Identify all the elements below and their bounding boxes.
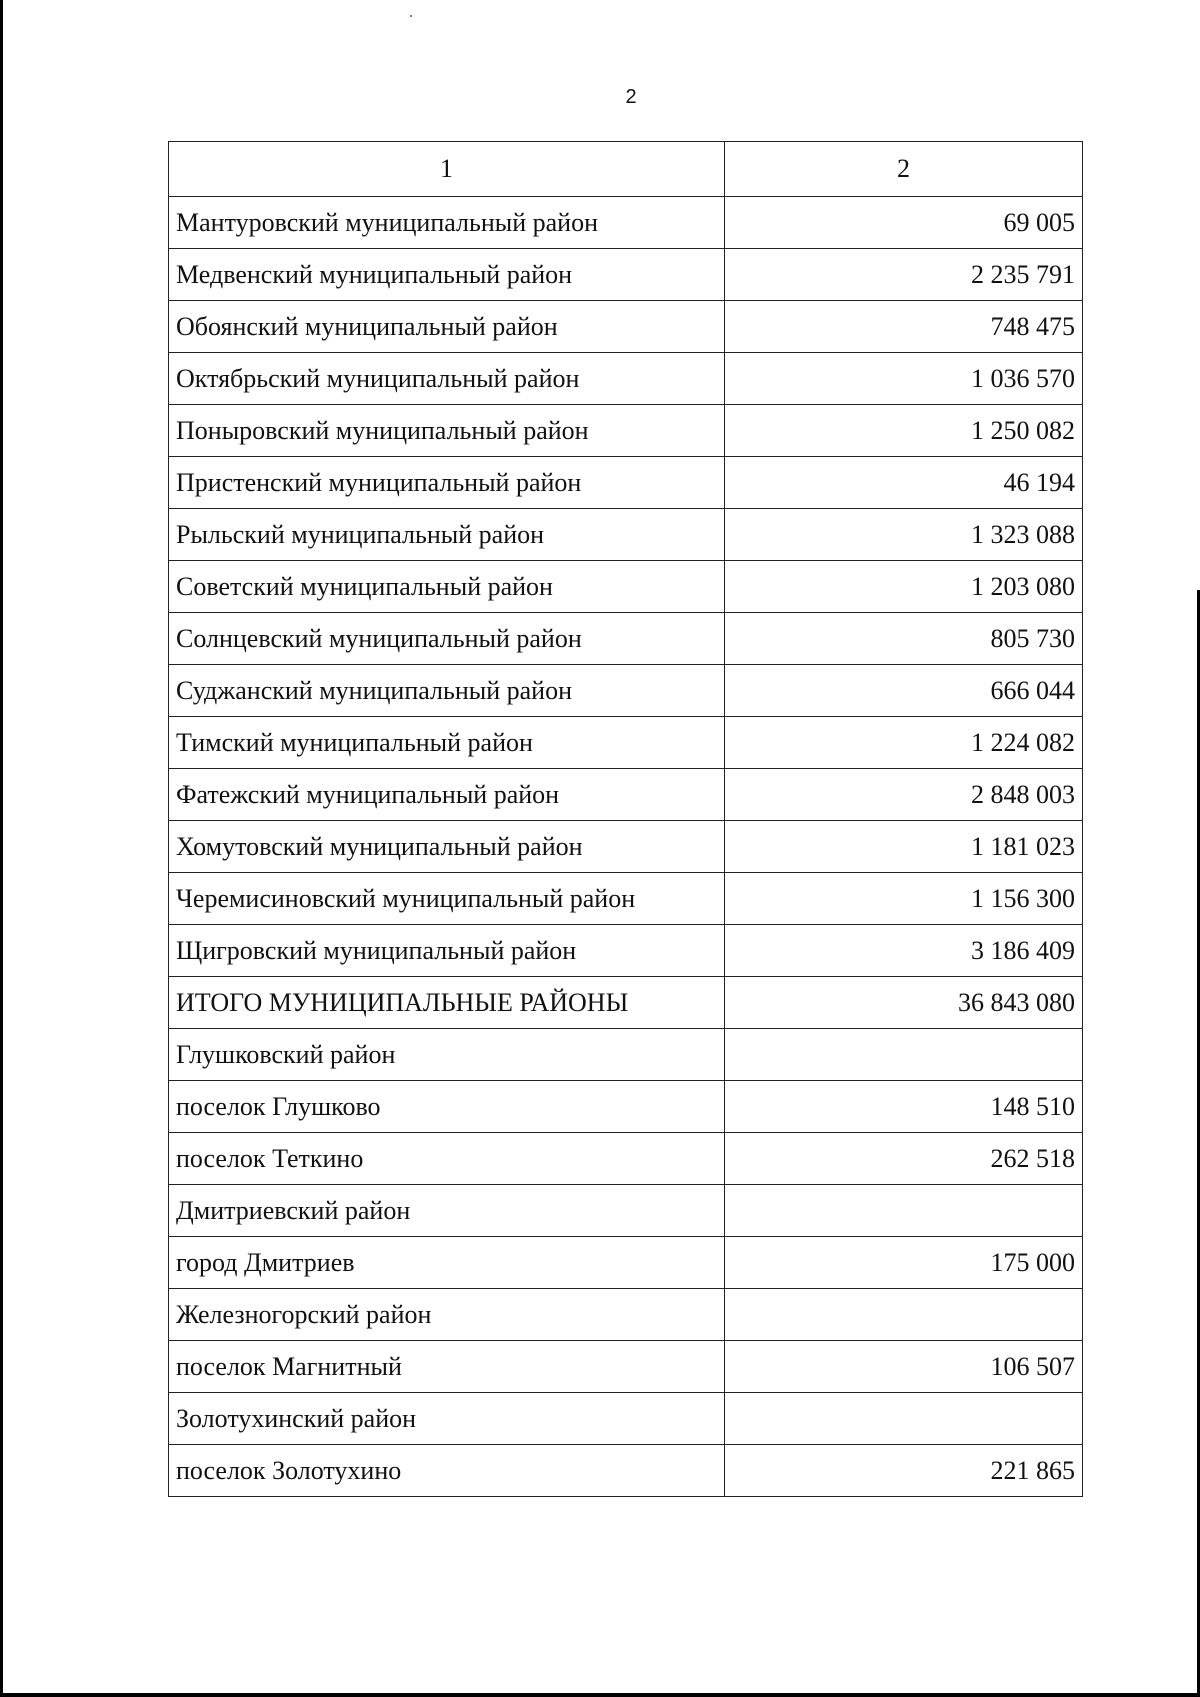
- row-name-cell: Золотухинский район: [169, 1393, 725, 1445]
- row-name-cell: Пристенский муниципальный район: [169, 457, 725, 509]
- table-row: [169, 873, 1083, 925]
- row-value-cell: 69 005: [725, 197, 1083, 249]
- row-value-cell: 1 203 080: [725, 561, 1083, 613]
- scan-border-left: [0, 0, 3, 1697]
- page-number: 2: [625, 86, 637, 108]
- row-value-cell: 2 848 003: [725, 769, 1083, 821]
- row-name-cell: Рыльский муниципальный район: [169, 509, 725, 561]
- row-name-cell: поселок Глушково: [169, 1081, 725, 1133]
- scan-speck: [410, 15, 412, 17]
- row-value-cell: [725, 1393, 1083, 1445]
- table-body: [169, 142, 1083, 1497]
- table-row: [169, 1341, 1083, 1393]
- row-name-cell: Медвенский муниципальный район: [169, 249, 725, 301]
- table-row: [169, 561, 1083, 613]
- row-name-cell: Поныровский муниципальный район: [169, 405, 725, 457]
- table-row: [169, 1289, 1083, 1341]
- table-row: [169, 405, 1083, 457]
- table-row: [169, 249, 1083, 301]
- row-name-cell: Тимский муниципальный район: [169, 717, 725, 769]
- row-name-cell: Советский муниципальный район: [169, 561, 725, 613]
- table-row: [169, 1185, 1083, 1237]
- row-name-cell: Фатежский муниципальный район: [169, 769, 725, 821]
- row-value-cell: 262 518: [725, 1133, 1083, 1185]
- row-name-cell: Дмитриевский район: [169, 1185, 725, 1237]
- table-row: [169, 977, 1083, 1029]
- row-value-cell: 1 181 023: [725, 821, 1083, 873]
- data-table: [168, 141, 1083, 1497]
- table-row: [169, 1445, 1083, 1497]
- table-row: [169, 1133, 1083, 1185]
- table-row: [169, 925, 1083, 977]
- row-name-cell: Суджанский муниципальный район: [169, 665, 725, 717]
- row-value-cell: 666 044: [725, 665, 1083, 717]
- row-name-cell: Железногорский район: [169, 1289, 725, 1341]
- table-row: [169, 509, 1083, 561]
- row-value-cell: 106 507: [725, 1341, 1083, 1393]
- table-row: [169, 301, 1083, 353]
- row-name-cell: поселок Золотухино: [169, 1445, 725, 1497]
- column-header-1: 1: [169, 142, 725, 197]
- row-value-cell: 748 475: [725, 301, 1083, 353]
- table-header-row: [169, 142, 1083, 197]
- row-value-cell: [725, 1185, 1083, 1237]
- row-name-cell: Черемисиновский муниципальный район: [169, 873, 725, 925]
- row-name-cell: Мантуровский муниципальный район: [169, 197, 725, 249]
- row-value-cell: 2 235 791: [725, 249, 1083, 301]
- table-row: [169, 1237, 1083, 1289]
- row-name-cell: Глушковский район: [169, 1029, 725, 1081]
- row-name-cell: Щигровский муниципальный район: [169, 925, 725, 977]
- table-row: [169, 353, 1083, 405]
- row-name-cell: Хомутовский муниципальный район: [169, 821, 725, 873]
- table-row: [169, 457, 1083, 509]
- table-row: [169, 613, 1083, 665]
- scan-border-bottom: [0, 1693, 1200, 1697]
- table-row: [169, 717, 1083, 769]
- row-value-cell: 36 843 080: [725, 977, 1083, 1029]
- row-value-cell: [725, 1289, 1083, 1341]
- table-row: [169, 821, 1083, 873]
- row-value-cell: 1 224 082: [725, 717, 1083, 769]
- row-name-cell: ИТОГО МУНИЦИПАЛЬНЫЕ РАЙОНЫ: [169, 977, 725, 1029]
- row-value-cell: 46 194: [725, 457, 1083, 509]
- row-value-cell: 1 250 082: [725, 405, 1083, 457]
- table-row: [169, 769, 1083, 821]
- row-value-cell: 175 000: [725, 1237, 1083, 1289]
- row-value-cell: 3 186 409: [725, 925, 1083, 977]
- row-name-cell: город Дмитриев: [169, 1237, 725, 1289]
- row-value-cell: 148 510: [725, 1081, 1083, 1133]
- row-name-cell: Октябрьский муниципальный район: [169, 353, 725, 405]
- row-value-cell: 221 865: [725, 1445, 1083, 1497]
- row-name-cell: поселок Магнитный: [169, 1341, 725, 1393]
- table-row: [169, 665, 1083, 717]
- table-row: [169, 197, 1083, 249]
- row-value-cell: 1 036 570: [725, 353, 1083, 405]
- table-row: [169, 1081, 1083, 1133]
- row-value-cell: 1 323 088: [725, 509, 1083, 561]
- row-name-cell: поселок Теткино: [169, 1133, 725, 1185]
- column-header-2: 2: [725, 142, 1083, 197]
- row-value-cell: 1 156 300: [725, 873, 1083, 925]
- table-row: [169, 1029, 1083, 1081]
- row-value-cell: 805 730: [725, 613, 1083, 665]
- row-name-cell: Обоянский муниципальный район: [169, 301, 725, 353]
- row-value-cell: [725, 1029, 1083, 1081]
- table-row: [169, 1393, 1083, 1445]
- row-name-cell: Солнцевский муниципальный район: [169, 613, 725, 665]
